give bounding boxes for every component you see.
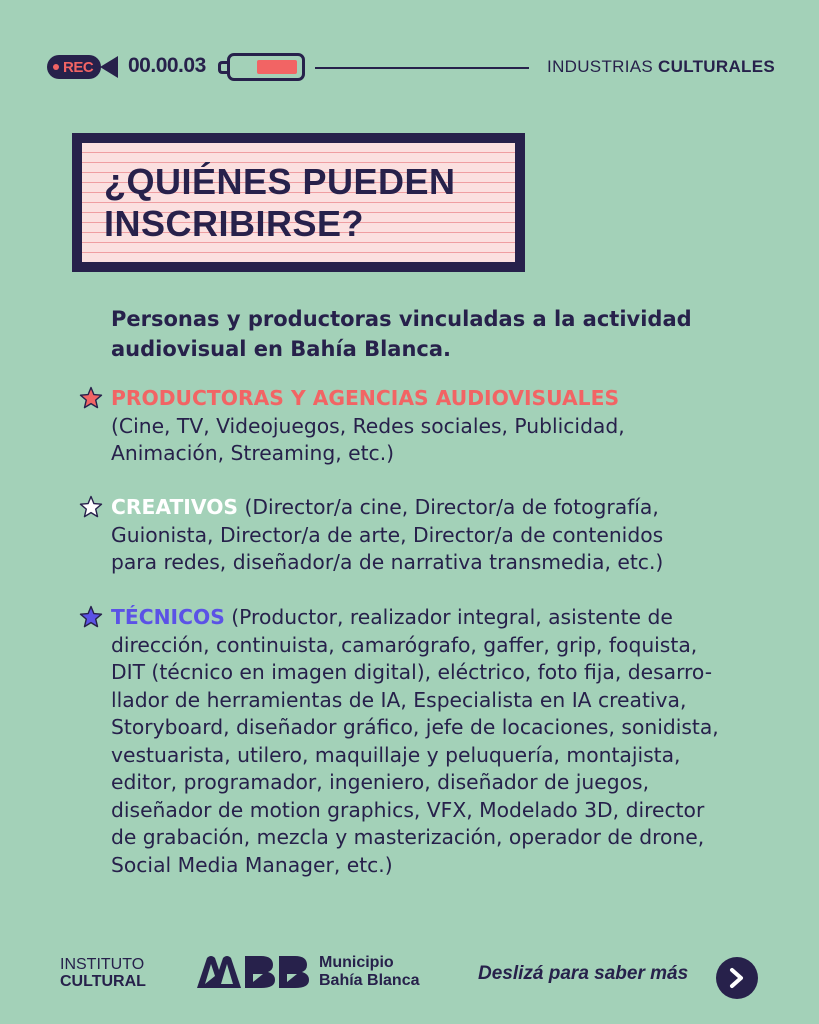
category-detail-line: Animación, Streaming, etc.) xyxy=(111,441,395,465)
category-tecnicos xyxy=(111,604,771,879)
top-bar xyxy=(47,52,775,84)
institute-line1: INSTITUTO xyxy=(60,956,145,973)
battery-icon xyxy=(227,53,305,81)
institute-line2: CULTURAL xyxy=(60,973,146,990)
municipio-line2: Bahía Blanca xyxy=(319,972,420,989)
municipio-name xyxy=(319,954,419,990)
battery-level xyxy=(257,60,297,74)
category-name: PRODUCTORAS Y AGENCIAS AUDIOVISUALES xyxy=(111,386,620,410)
footer xyxy=(0,930,819,1010)
next-slide-button[interactable] xyxy=(716,957,758,999)
rec-label: REC xyxy=(63,58,94,76)
star-icon xyxy=(79,386,103,410)
category-name: CREATIVOS xyxy=(111,495,239,519)
instituto-cultural-logo xyxy=(60,956,146,990)
record-dot-icon xyxy=(53,64,59,70)
page-title-line2: INSCRIBIRSE? xyxy=(104,203,365,244)
category-detail-line: de grabación, mezcla y masterización, operador de drone, xyxy=(111,825,705,849)
category-creativos xyxy=(111,494,771,577)
category-detail-line: vestuarista, utilero, maquillaje y peluquería, montajista, xyxy=(111,742,681,767)
category-detail-line: (Director/a cine, Director/a de fotografía, xyxy=(238,495,659,519)
section-label-light: INDUSTRIAS xyxy=(547,57,654,76)
page-title-line1: ¿QUIÉNES PUEDEN xyxy=(104,161,456,202)
section-label xyxy=(547,57,775,77)
category-productoras xyxy=(111,385,771,468)
category-name: TÉCNICOS xyxy=(111,605,225,629)
category-detail-line: llador de herramientas de IA, Especialista en IA creativa, xyxy=(111,687,687,712)
camera-icon xyxy=(100,56,118,78)
star-icon xyxy=(79,495,103,519)
title-paper xyxy=(82,143,515,262)
category-detail-line: Guionista, Director/a de arte, Director/a de contenidos xyxy=(111,522,664,547)
category-detail-line: dirección, continuista, camarógrafo, gaffer, grip, foquista, xyxy=(111,632,698,657)
category-detail-line: Storyboard, diseñador gráfico, jefe de locaciones, sonidista, xyxy=(111,715,719,739)
section-label-bold: CULTURALES xyxy=(658,57,775,76)
swipe-hint: Deslizá para saber más xyxy=(478,963,689,984)
intro-line1: Personas y productoras vinculadas a la actividad xyxy=(111,307,692,331)
intro-line2: audiovisual en Bahía Blanca. xyxy=(111,337,452,361)
category-detail-line: para redes, diseñador/a de narrativa transmedia, etc.) xyxy=(111,550,664,574)
timecode: 00.00.03 xyxy=(128,54,206,77)
municipio-logo-icon xyxy=(197,954,313,990)
divider-line xyxy=(315,67,529,69)
page-title xyxy=(104,161,493,245)
rec-badge xyxy=(47,55,101,79)
category-detail-line: (Productor, realizador integral, asistente de xyxy=(224,605,673,629)
municipio-line1: Municipio xyxy=(319,954,394,971)
category-detail-line: DIT (técnico en imagen digital), eléctrico, foto fija, desarro- xyxy=(111,660,713,684)
chevron-right-icon xyxy=(726,967,748,989)
category-detail-line: Social Media Manager, etc.) xyxy=(111,852,393,877)
category-detail-line: diseñador de motion graphics, VFX, Modelado 3D, director xyxy=(111,797,705,822)
category-detail-line: (Cine, TV, Videojuegos, Redes sociales, Publicidad, xyxy=(111,413,625,438)
category-detail-line: editor, programador, ingeniero, diseñador de juegos, xyxy=(111,770,650,794)
intro-text xyxy=(111,304,731,364)
title-box xyxy=(72,133,525,272)
star-icon xyxy=(79,605,103,629)
